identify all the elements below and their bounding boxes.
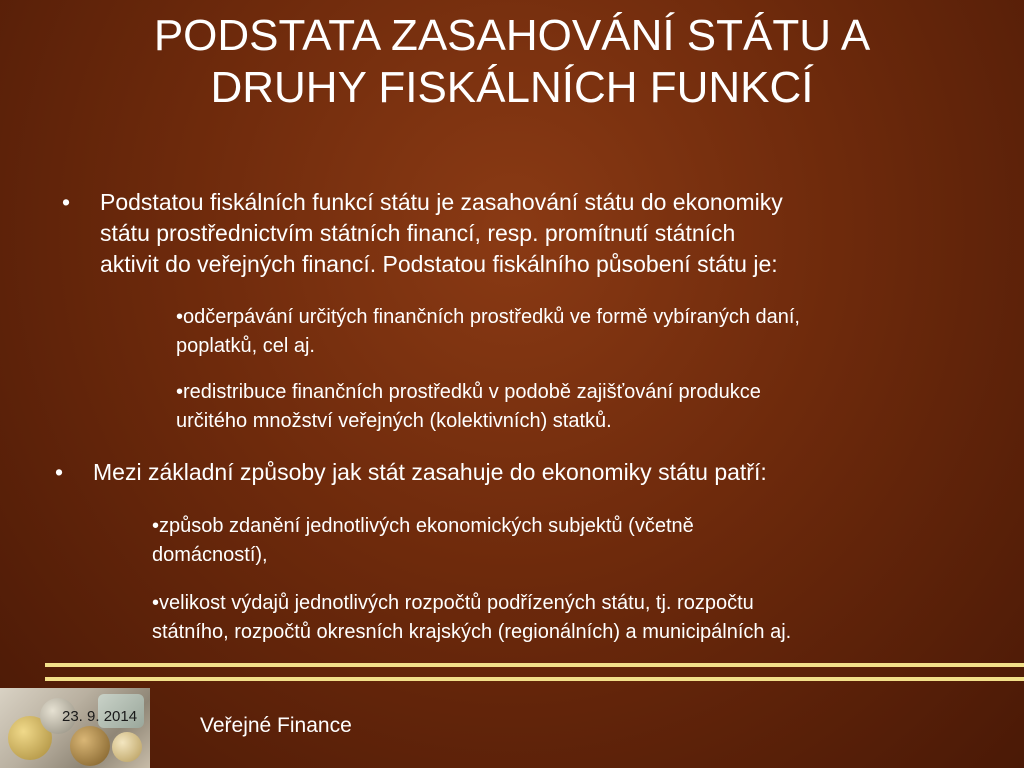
- footer-rule-top: [45, 663, 1024, 667]
- bullet-1-line-3: aktivit do veřejných financí. Podstatou fiskálního působení státu je:: [100, 251, 778, 277]
- sub-bullet-1-2: [176, 378, 761, 436]
- bullet-marker: •: [62, 189, 71, 215]
- sub-bullet-2-2-line-2: státního, rozpočtů okresních krajských (regionálních) a municipálních aj.: [152, 621, 792, 643]
- bullet-2: [55, 457, 767, 488]
- bullet-1-line-2: státu prostřednictvím státních financí, resp. promítnutí státních: [100, 220, 736, 246]
- slide-date: 23. 9. 2014: [62, 708, 138, 725]
- coins-banknotes-photo-icon: [0, 688, 150, 768]
- sub-bullet-1-1: [176, 303, 800, 361]
- sub-bullet-2-1-line-1: •způsob zdanění jednotlivých ekonomických subjektů (včetně: [152, 515, 694, 537]
- slide-title: [0, 10, 1024, 114]
- sub-bullet-2-2: [152, 589, 791, 647]
- footer-rule-bottom: [45, 677, 1024, 681]
- bullet-1-line-1: Podstatou fiskálních funkcí státu je zasahování státu do ekonomiky: [100, 189, 783, 215]
- sub-bullet-1-2-line-2: určitého množství veřejných (kolektivních) statků.: [176, 410, 612, 432]
- bullet-marker: •: [55, 459, 64, 485]
- bullet-1: [62, 187, 783, 280]
- title-line-2: DRUHY FISKÁLNÍCH FUNKCÍ: [210, 63, 814, 112]
- sub-bullet-2-2-line-1: •velikost výdajů jednotlivých rozpočtů podřízených státu, tj. rozpočtu: [152, 592, 754, 614]
- title-line-1: PODSTATA ZASAHOVÁNÍ STÁTU A: [153, 11, 871, 60]
- sub-bullet-2-1-line-2: domácností),: [152, 544, 268, 566]
- sub-bullet-1-2-line-1: •redistribuce finančních prostředků v podobě zajišťování produkce: [176, 381, 761, 403]
- sub-bullet-1-1-line-1: •odčerpávání určitých finančních prostředků ve formě vybíraných daní,: [176, 306, 800, 328]
- sub-bullet-2-1: [152, 512, 694, 570]
- sub-bullet-1-1-line-2: poplatků, cel aj.: [176, 335, 315, 357]
- bullet-2-line-1: Mezi základní způsoby jak stát zasahuje do ekonomiky státu patří:: [93, 459, 767, 485]
- footer-label: Veřejné Finance: [200, 714, 352, 737]
